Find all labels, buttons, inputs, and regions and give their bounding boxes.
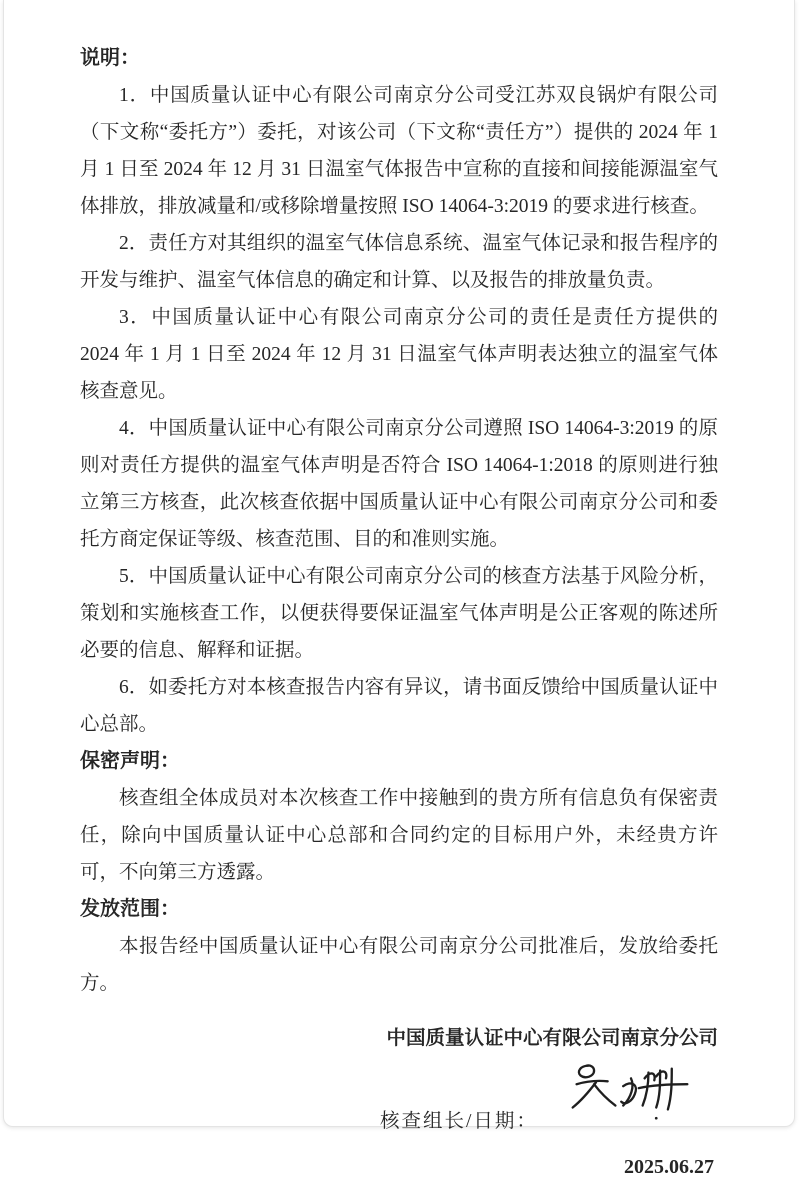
signature-label: 核查组长/日期： (380, 1111, 538, 1132)
document-page (3, 0, 795, 1178)
explanation-item-6: 6．如委托方对本核查报告内容有异议，请书面反馈给中国质量认证中心总部。 (80, 677, 718, 735)
section-heading-confidentiality: 保密声明： (80, 750, 180, 772)
explanation-item-3: 3．中国质量认证中心有限公司南京分公司的责任是责任方提供的 2024 年 1 月 1 日至 2024 年 12 月 31 日温室气体声明表达独立的温室气体核查意见。 (80, 307, 718, 402)
confidentiality-body: 核查组全体成员对本次核查工作中接触到的贵方所有信息负有保密责任，除向中国质量认证中心总部和合同约定的目标用户外，未经贵方许可，不向第三方透露。 (80, 788, 718, 883)
signature-date: 2025.06.27 (624, 1156, 714, 1178)
section-heading-distribution: 发放范围： (80, 898, 180, 920)
issuer-company-name: 中国质量认证中心有限公司南京分公司 (386, 1028, 718, 1049)
explanation-item-4: 4．中国质量认证中心有限公司南京分公司遵照 ISO 14064-3:2019 的原则对责任方提供的温室气体声明是否符合 ISO 14064-1:2018 的原则进行独立第三方核查，此次核查依据中国质量认证中心有限公司南京分公司和委托方商定保证等级、核查范围、目的和准则实施。 (80, 418, 718, 550)
explanation-item-2: 2．责任方对其组织的温室气体信息系统、温室气体记录和报告程序的开发与维护、温室气体信息的确定和计算、以及报告的排放量负责。 (80, 233, 718, 291)
signature-area (80, 1069, 718, 1149)
document-content (4, 0, 794, 1186)
explanation-item-1: 1．中国质量认证中心有限公司南京分公司受江苏双良锅炉有限公司（下文称“委托方”）委托，对该公司（下文称“责任方”）提供的 2024 年 1 月 1 日至 2024 年 12 月 31 日温室气体报告中宣称的直接和间接能源温室气体排放，排放减量和/或移除增量按照 ISO 14064-3:2019 的要求进行核查。 (80, 85, 718, 217)
explanation-item-5: 5．中国质量认证中心有限公司南京分公司的核查方法基于风险分析，策划和实施核查工作，以便获得要保证温室气体声明是公正客观的陈述所必要的信息、解释和证据。 (80, 566, 718, 661)
section-heading-explanation: 说明： (80, 47, 140, 69)
handwritten-signature-icon (566, 1057, 694, 1125)
distribution-body: 本报告经中国质量认证中心有限公司南京分公司批准后，发放给委托方。 (80, 936, 718, 994)
